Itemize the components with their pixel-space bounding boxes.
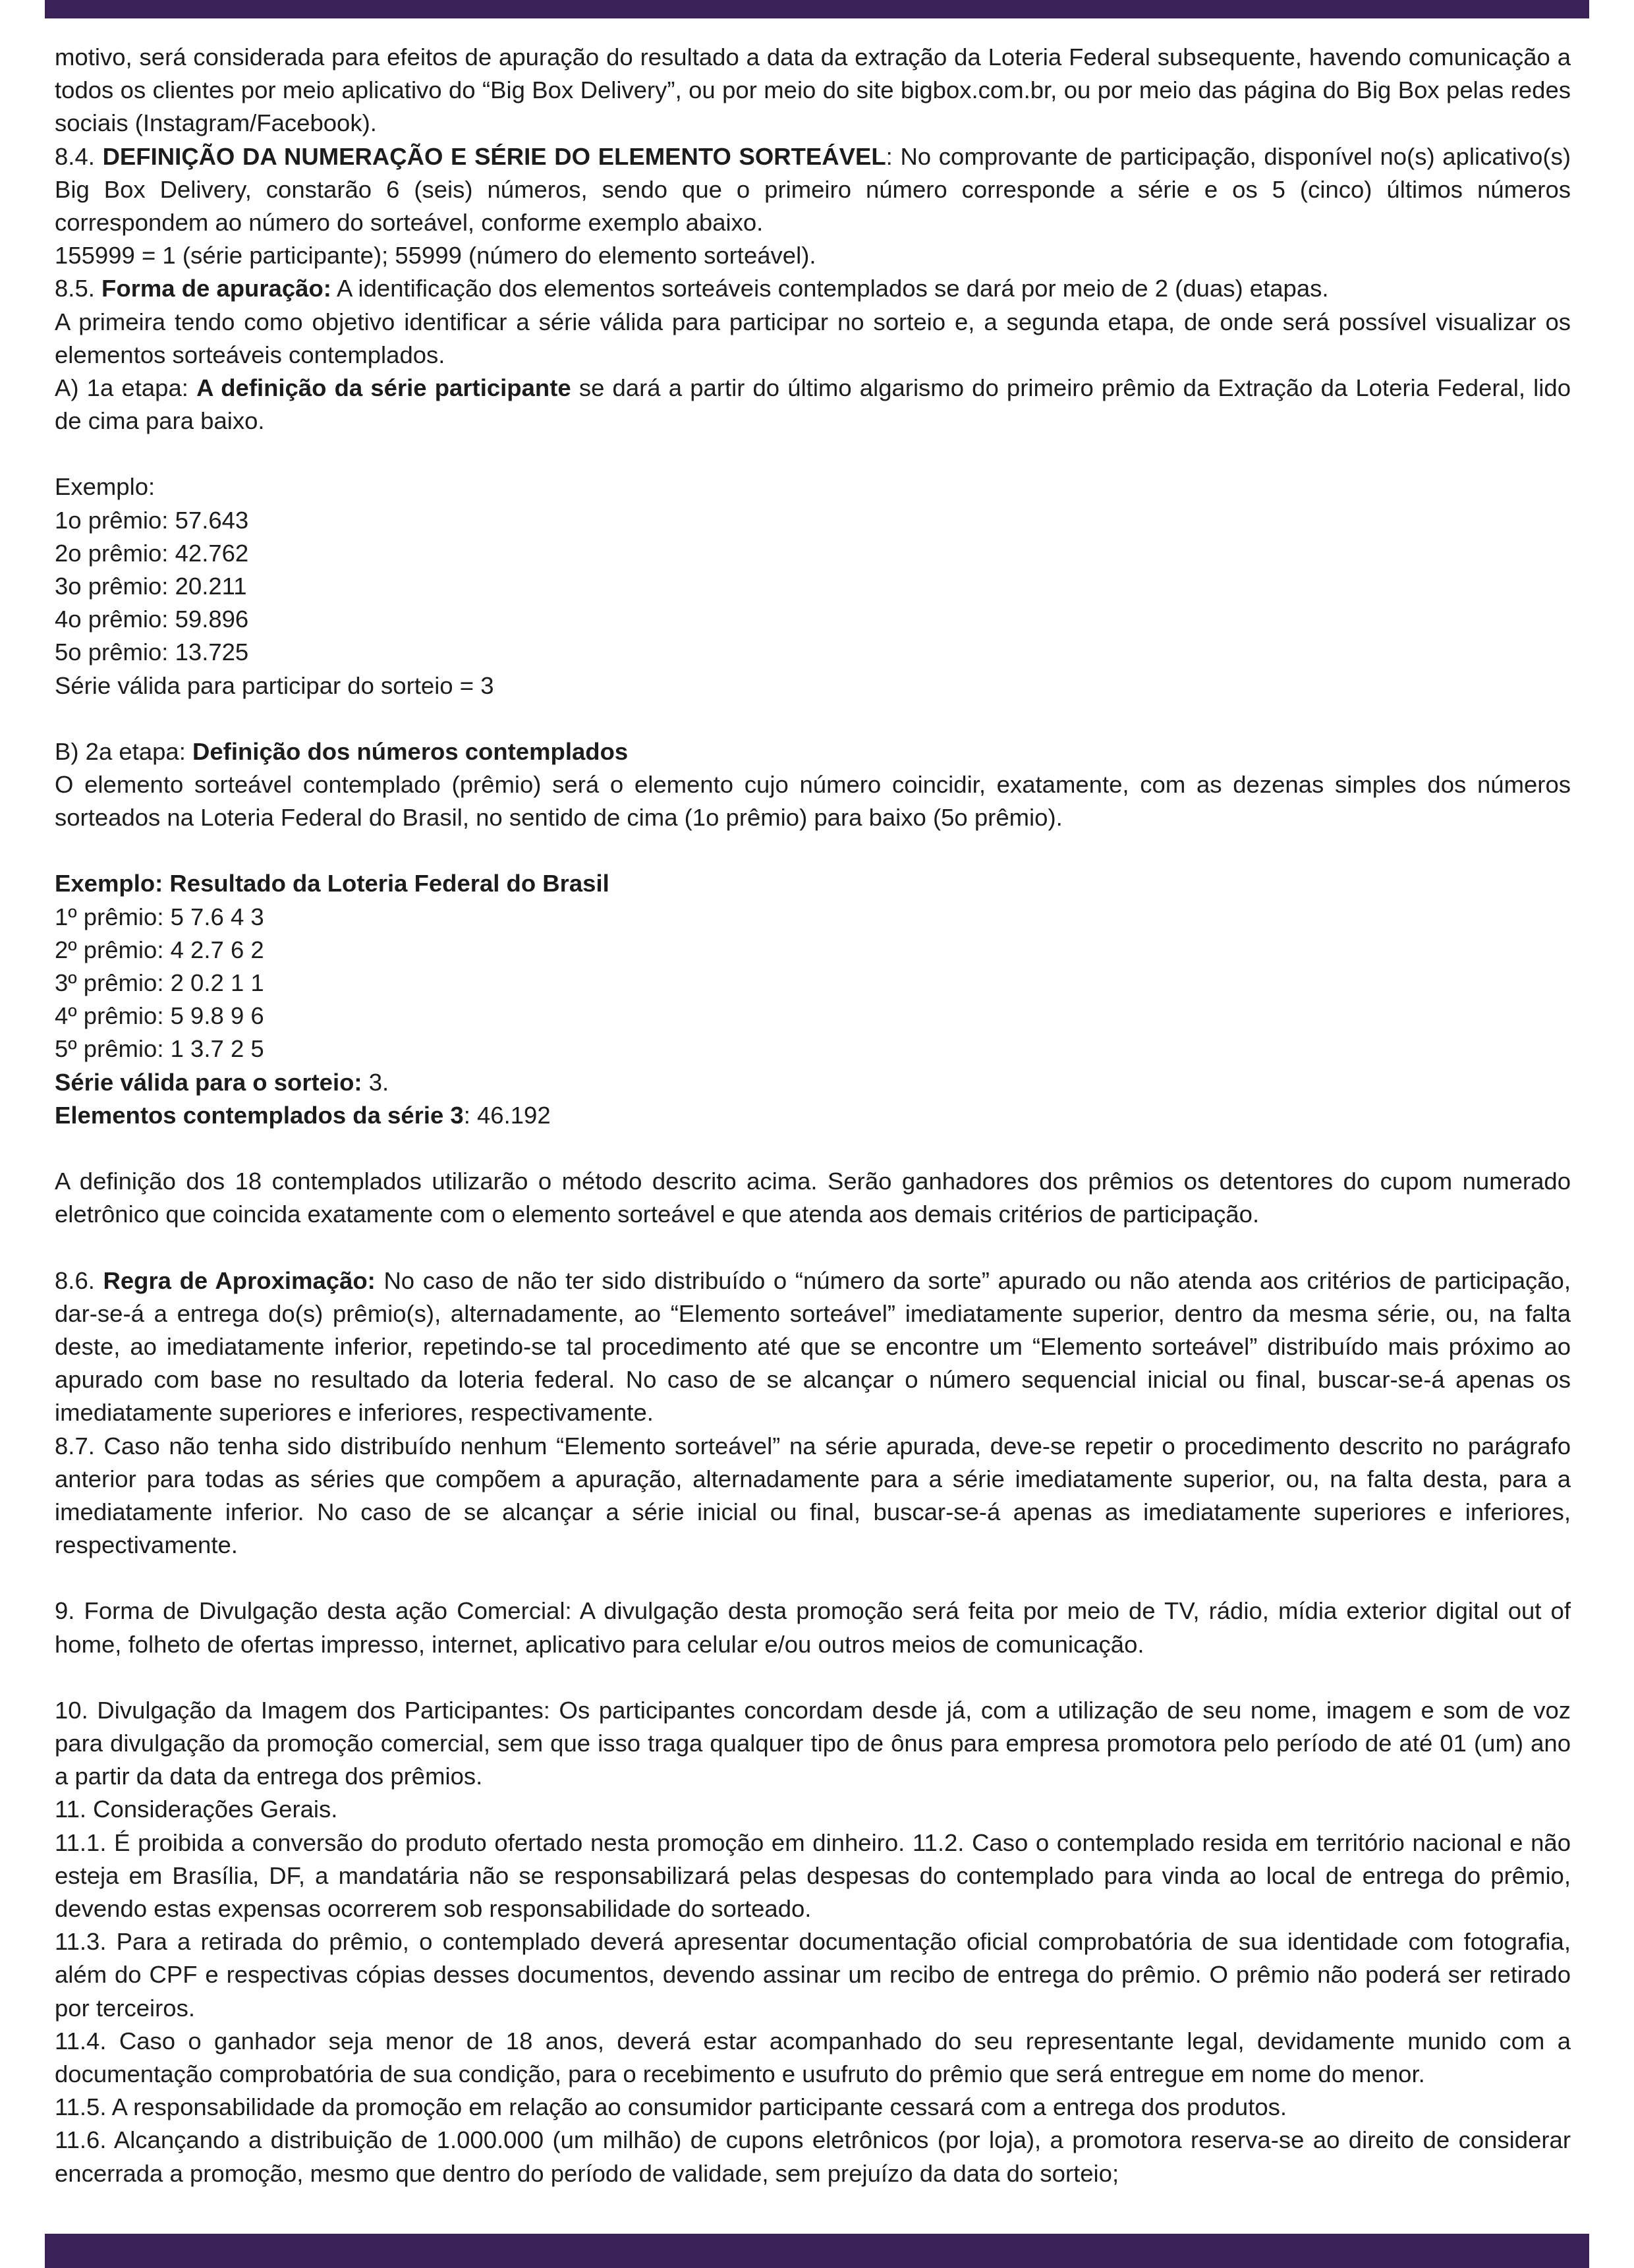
section-11-3: 11.3. Para a retirada do prêmio, o contemplado deverá apresentar documentação oficial comprobatória de sua identidade com fotografia, além do CPF e respectivas cópias desses documentos, devendo assinar um recibo de entrega do prêmio. O prêmio não poderá ser retirado por terceiros. bbox=[55, 1928, 1571, 2022]
example2-title-text: Exemplo: Resultado da Loteria Federal do Brasil bbox=[55, 870, 609, 897]
example-serie: Série válida para participar do sorteio = 3 bbox=[55, 671, 494, 699]
example2-title bbox=[55, 867, 1571, 900]
step-b bbox=[55, 735, 1571, 768]
result-line: 1º prêmio: 5 7.6 4 3 bbox=[55, 903, 264, 930]
result-line: 3º prêmio: 2 0.2 1 1 bbox=[55, 969, 264, 997]
step-a bbox=[55, 372, 1571, 438]
bottom-banner-bar bbox=[45, 2234, 1589, 2268]
spacer bbox=[55, 438, 1571, 470]
section-11-5: 11.5. A responsabilidade da promoção em relação ao consumidor participante cessará com a entrega dos produtos. bbox=[55, 2093, 1287, 2121]
section-text: No caso de não ter sido distribuído o “número da sorte” apurado ou não atenda aos critérios de participação, dar-se-á a entrega do(s) prêmio(s), alternadamente, ao “Elemento sorteável” imediatamente superior, dentro da mesma série, ou, na falta deste, ao imediatamente inferior, repetindo-se tal procedimento até que se encontre um “Elemento sorteável” distribuído mais próximo ao apurado com base no resultado da loteria federal. No caso de se alcançar o número sequencial inicial ou final, buscar-se-á apenas os imediatamente superiores e inferiores, respectivamente. bbox=[55, 1266, 1571, 1427]
section-8-7: 8.7. Caso não tenha sido distribuído nenhum “Elemento sorteável” na série apurada, deve-se repetir o procedimento descrito no parágrafo anterior para todas as séries que compõem a apuração, alternadamente para a série imediatamente superior, ou, na falta desta, para a imediatamente inferior. No caso de se alcançar a série inicial ou final, buscar-se-á apenas as imediatamente superiores e inferiores, respectivamente. bbox=[55, 1432, 1571, 1559]
spacer bbox=[55, 1232, 1571, 1264]
section-8-4-example: 155999 = 1 (série participante); 55999 (número do elemento sorteável). bbox=[55, 242, 816, 269]
valid-serie-value: 3. bbox=[362, 1068, 389, 1096]
section-11: 11. Considerações Gerais. bbox=[55, 1796, 338, 1823]
section-11-1: 11.1. É proibida a conversão do produto ofertado nesta promoção em dinheiro. 11.2. Caso o contemplado resida em território nacional e não esteja em Brasília, DF, a mandatária não se responsabilizará pelas despesas do contemplado para vinda ao local de entrega do prêmio, devendo estas expensas ocorrerem sob responsabilidade do sorteado. bbox=[55, 1829, 1571, 1922]
section-11-6: 11.6. Alcançando a distribuição de 1.000.000 (um milhão) de cupons eletrônicos (por loja), a promotora reserva-se ao direito de considerar encerrada a promoção, mesmo que dentro do período de validade, sem prejuízo da data do sorteio; bbox=[55, 2126, 1571, 2187]
step-title: A definição da série participante bbox=[196, 374, 571, 402]
step-b-text: O elemento sorteável contemplado (prêmio) será o elemento cujo número coincidir, exatamente, com as dezenas simples dos números sorteados na Loteria Federal do Brasil, no sentido de cima (1o prêmio) para baixo (5o prêmio). bbox=[55, 771, 1571, 832]
spacer bbox=[55, 1132, 1571, 1165]
section-number: 8.6. bbox=[55, 1266, 103, 1294]
example-label: Exemplo: bbox=[55, 473, 155, 501]
winning-elements-value: : 46.192 bbox=[463, 1101, 551, 1129]
spacer bbox=[55, 1562, 1571, 1595]
document-body bbox=[55, 41, 1571, 2190]
result-line: 2º prêmio: 4 2.7 6 2 bbox=[55, 936, 264, 963]
paragraph-definition: A definição dos 18 contemplados utilizarão o método descrito acima. Serão ganhadores dos prêmios os detentores do cupom numerado eletrônico que coincida exatamente com o elemento sorteável e que atenda aos demais critérios de participação. bbox=[55, 1168, 1571, 1228]
section-9: 9. Forma de Divulgação desta ação Comercial: A divulgação desta promoção será feita por meio de TV, rádio, mídia exterior digital out of home, folheto de ofertas impresso, internet, aplicativo para celular e/ou outros meios de comunicação. bbox=[55, 1597, 1571, 1658]
paragraph-intro: motivo, será considerada para efeitos de apuração do resultado a data da extração da Loteria Federal subsequente, havendo comunicação a todos os clientes por meio aplicativo do “Big Box Delivery”, ou por meio do site bigbox.com.br, ou por meio das página do Big Box pelas redes sociais (Instagram/Facebook). bbox=[55, 43, 1571, 137]
spacer bbox=[55, 702, 1571, 735]
spacer bbox=[55, 834, 1571, 867]
step-title: Definição dos números contemplados bbox=[192, 737, 629, 765]
valid-serie bbox=[55, 1066, 1571, 1099]
section-number: 8.4. bbox=[55, 142, 103, 170]
section-title: Forma de apuração: bbox=[101, 275, 331, 302]
winning-elements-label: Elementos contemplados da série 3 bbox=[55, 1101, 464, 1129]
top-banner-bar bbox=[45, 0, 1589, 18]
section-8-4 bbox=[55, 140, 1571, 240]
step-prefix: B) 2a etapa: bbox=[55, 737, 193, 765]
valid-serie-label: Série válida para o sorteio: bbox=[55, 1068, 362, 1096]
result-line: 5º prêmio: 1 3.7 2 5 bbox=[55, 1035, 264, 1063]
result-line: 4º prêmio: 5 9.8 9 6 bbox=[55, 1002, 264, 1030]
step-text: se dará a partir do último algarismo do primeiro prêmio da Extração da Loteria Federal, lido de cima para baixo. bbox=[55, 374, 1571, 435]
winning-elements bbox=[55, 1099, 1571, 1132]
example-line: 2o prêmio: 42.762 bbox=[55, 539, 249, 567]
example-line: 4o prêmio: 59.896 bbox=[55, 606, 249, 633]
section-number: 8.5. bbox=[55, 275, 102, 302]
section-text: : No comprovante de participação, disponível no(s) aplicativo(s) Big Box Delivery, constarão 6 (seis) números, sendo que o primeiro número corresponde a série e os 5 (cinco) últimos números correspondem ao número do sorteável, conforme exemplo abaixo. bbox=[55, 142, 1571, 237]
spacer bbox=[55, 1661, 1571, 1694]
section-title: Regra de Aproximação: bbox=[103, 1266, 376, 1294]
example-line: 3o prêmio: 20.211 bbox=[55, 573, 247, 600]
step-prefix: A) 1a etapa: bbox=[55, 374, 197, 402]
example-line: 5o prêmio: 13.725 bbox=[55, 638, 249, 666]
section-11-4: 11.4. Caso o ganhador seja menor de 18 anos, deverá estar acompanhado do seu representante legal, devidamente munido com a documentação comprobatória de sua condição, para o recebimento e usufruto do prêmio que será entregue em nome do menor. bbox=[55, 2027, 1571, 2087]
section-8-5-text: A primeira tendo como objetivo identificar a série válida para participar no sorteio e, a segunda etapa, de onde será possível visualizar os elementos sorteáveis contemplados. bbox=[55, 308, 1571, 368]
section-8-5 bbox=[55, 272, 1571, 305]
section-text: A identificação dos elementos sorteáveis contemplados se dará por meio de 2 (duas) etapas. bbox=[331, 275, 1329, 302]
section-10: 10. Divulgação da Imagem dos Participantes: Os participantes concordam desde já, com a utilização de seu nome, imagem e som de voz para divulgação da promoção comercial, sem que isso traga qualquer tipo de ônus para empresa promotora pelo período de até 01 (um) ano a partir da data da entrega dos prêmios. bbox=[55, 1696, 1571, 1790]
section-8-6 bbox=[55, 1264, 1571, 1430]
section-title: DEFINIÇÃO DA NUMERAÇÃO E SÉRIE DO ELEMENTO SORTEÁVEL bbox=[102, 142, 886, 170]
example-line: 1o prêmio: 57.643 bbox=[55, 506, 249, 534]
